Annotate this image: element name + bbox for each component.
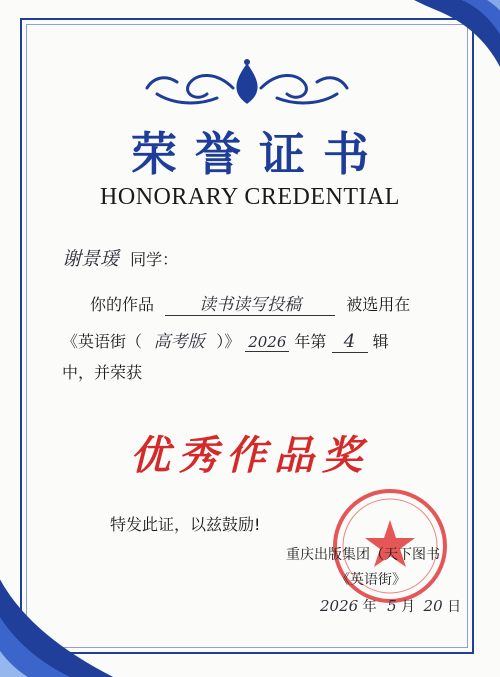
issuer-magazine: 《英语街》 — [336, 572, 406, 588]
selected-text: 被选用在 — [346, 295, 411, 314]
recipient-name: 谢景瑗 — [62, 248, 120, 270]
year-suffix: 年第 — [294, 332, 327, 351]
date-year-suffix: 年 — [362, 599, 377, 615]
issue-value: 4 — [332, 331, 368, 353]
year-value: 2026 — [245, 333, 289, 352]
corner-decoration-top-right — [376, 0, 500, 100]
date-day: 20 — [423, 597, 443, 615]
date-year: 2026 — [320, 597, 359, 615]
issue-date — [320, 596, 461, 616]
issuer-name: 重庆出版集团（天下图书 — [286, 547, 440, 563]
magazine-line — [62, 327, 389, 353]
work-title: 读书读写投稿 — [165, 290, 335, 316]
magazine-edition: 高考版 — [153, 332, 205, 352]
corner-decoration-bottom-left — [0, 567, 154, 677]
greeting-line — [62, 244, 178, 271]
date-month-suffix: 月 — [401, 599, 416, 615]
honor-line: 中，并荣获 — [62, 363, 143, 382]
magazine-open: 《英语街（ — [62, 332, 143, 351]
issue-suffix: 辑 — [372, 332, 389, 351]
certificate-title: 荣誉证书 — [131, 127, 387, 181]
date-day-suffix: 日 — [447, 599, 462, 615]
certificate-subtitle: HONORARY CREDENTIAL — [100, 184, 400, 210]
award-title: 优秀作品奖 — [130, 432, 370, 479]
date-month: 5 — [387, 597, 397, 615]
work-line — [90, 290, 410, 316]
work-prefix: 你的作品 — [90, 295, 155, 314]
flourish-ornament — [137, 58, 357, 110]
magazine-close: ）》 — [216, 332, 241, 351]
encouragement-text: 特发此证，以兹鼓励! — [110, 515, 261, 534]
greeting-suffix: 同学： — [130, 250, 179, 269]
